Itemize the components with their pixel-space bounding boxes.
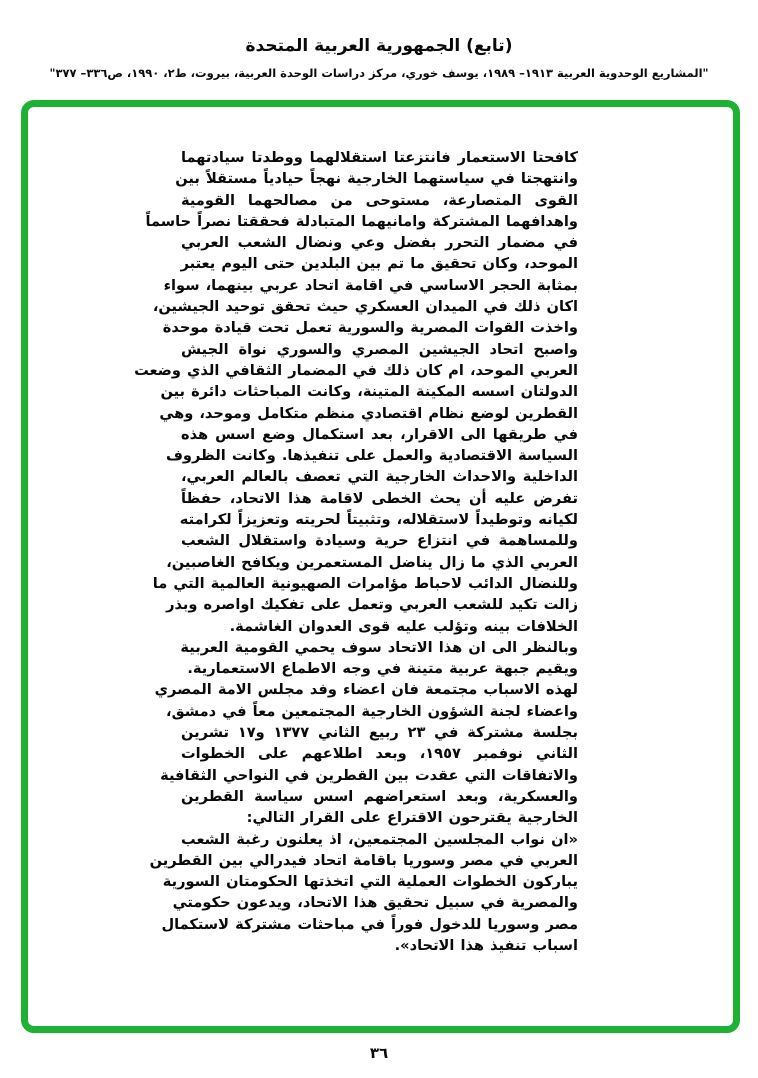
body-line: ويقيم جبهة عربية متينة في وجه الاطماع الاستعمارية.	[187, 660, 578, 678]
document-body-text	[134, 147, 579, 956]
page-header-title: (تابع) الجمهورية العربية المتحدة	[245, 36, 513, 56]
body-line: العربي الموحد، ام كان ذلك في المضمار الثقافي الذي وضعت	[134, 361, 578, 379]
body-line: وللمساهمة في انتزاع حرية وسيادة واستقلال الشعب	[181, 532, 578, 550]
body-line: الثاني نوفمبر ١٩٥٧، وبعد اطلاعهم على الخطوات	[181, 745, 578, 763]
body-line: القطرين لوضع نظام اقتصادي منظم متكامل وموحد، وهي	[159, 404, 578, 422]
body-line: بجلسة مشتركة في ٢٣ ربيع الثاني ١٣٧٧ و١٧ تشرين	[181, 724, 579, 742]
body-line: والمصرية في سبيل تحقيق هذا الاتحاد، ويدعون حكومتي	[172, 894, 578, 912]
body-line: «ان نواب المجلسين المجتمعين، اذ يعلنون رغبة الشعب	[181, 830, 578, 848]
body-line: كافحتا الاستعمار فانتزعتا استقلالهما ووطدتا سيادتهما	[181, 149, 578, 166]
body-line: الموحد، وكان تحقيق ما تم بين البلدين حتى اليوم يعتبر	[180, 255, 578, 273]
body-line: وللنضال الدائب لاحباط مؤامرات الصهيونية العالمية التي ما	[152, 574, 578, 592]
body-line: في طريقها الى الاقرار، بعد استكمال وضع اسس هذه	[181, 425, 578, 443]
body-line: وانتهجتا في سياستهما الخارجية نهجاً حيادياً مستقلاً بين	[175, 170, 578, 188]
body-line: واصبح اتحاد الجيشين المصري والسوري نواة الجيش	[181, 340, 578, 358]
body-line: لكيانه وتوطيداً لاستقلاله، وتثبيتاً لحريته وتعزيزاً لكرامته	[179, 511, 578, 529]
body-line: واعضاء لجنة الشؤون الخارجية المجتمعين معاً في دمشق،	[166, 702, 578, 720]
body-line: الدولتان اسسه المكينة المتينة، وكانت المباحثات دائرة بين	[160, 383, 578, 401]
body-line: مصر وسوريا للدخول فوراً في مباحثات مشتركة لاستكمال	[161, 915, 578, 933]
body-line: زالت تكيد للشعب العربي وتعمل على تفكيك اواصره وبذر	[166, 596, 578, 614]
body-line: الخلافات بينه وتؤلب عليه قوى العدوان الغاشمة.	[229, 617, 578, 635]
body-line: الخارجية يقترحون الاقتراع على القرار التالي:	[246, 809, 578, 827]
body-line: القوى المتصارعة، مستوحى من مصالحهما القومية	[181, 191, 578, 209]
body-line: يباركون الخطوات العملية التي اتخذتها الحكومتان السورية	[162, 873, 578, 891]
body-line: وبالنظر الى ان هذا الاتحاد سوف يحمي القومية العربية	[180, 638, 578, 656]
body-line: والعسكرية، وبعد استعراضهم اسس سياسة القطرين	[181, 787, 578, 805]
body-line: لهذه الاسباب مجتمعة فان اعضاء وفد مجلس الامة المصري	[154, 681, 578, 699]
body-line: واهدافهما المشتركة وامانيهما المتبادلة فحققتا نصراً حاسماً	[145, 212, 578, 230]
body-line: العربي في مصر وسوريا باقامة اتحاد فيدرالي بين القطرين	[149, 851, 578, 869]
body-line: اسباب تنفيذ هذا الاتحاد».	[394, 936, 578, 954]
body-line: العربي الذي ما زال يناضل المستعمرين ويكافح الغاصبين،	[166, 553, 578, 571]
body-line: اكان ذلك في الميدان العسكري حيث تحقق توحيد الجيشين،	[152, 298, 578, 316]
source-citation: "المشاريع الوحدوية العربية ١٩١٣– ١٩٨٩، يوسف خوري، مركز دراسات الوحدة العربية، بيروت، ط٢، ١٩٩٠، ص٣٣٦– ٣٧٧"	[49, 66, 709, 80]
body-line: في مضمار التحرر بفضل وعي ونضال الشعب العربي	[181, 234, 578, 252]
body-line: والاتفاقات التي عقدت بين القطرين في النواحي الثقافية	[160, 766, 578, 784]
body-line: الداخلية والاحداث الخارجية التي تعصف بالعالم العربي،	[181, 468, 578, 486]
body-line: بمثابة الحجر الاساسي في اقامة اتحاد عربي بينهما، سواء	[163, 276, 578, 294]
body-line: واخذت القوات المصرية والسورية تعمل تحت قيادة موحدة	[162, 319, 578, 337]
body-line: تفرض عليه أن يحث الخطى لاقامة هذا الاتحاد، حفظاً	[181, 489, 578, 507]
page-number: ٣٦	[369, 1044, 389, 1062]
body-line: السياسة الاقتصادية والعمل على تنفيذها. وكانت الظروف	[165, 447, 578, 465]
